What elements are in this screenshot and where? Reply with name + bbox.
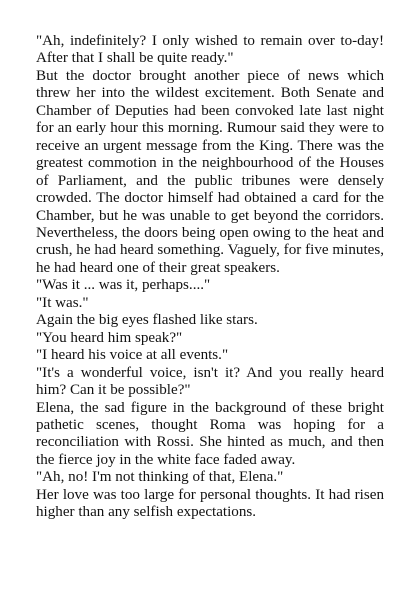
paragraph-heard-him-speak: "You heard him speak?" (36, 329, 183, 346)
paragraph-heard-voice: "I heard his voice at all events." (36, 347, 229, 364)
paragraph-remain-today: "Ah, indefinitely? I only wished to remain over to-day! After that I shall be quite ready." (36, 33, 384, 67)
paragraph-was-it-perhaps: "Was it ... was it, perhaps...." (36, 277, 211, 294)
paragraph-doctor-news: But the doctor brought another piece of news which threw her into the wildest excitement. Both Senate and Chamber of Deputies had been convoked late last night for an early hour this morning. Rumour said they were to receive an urgent message from the King. There was the greatest commotion in the neighbourhood of the Houses of Parliament, and the public tribunes were densely crowded. The doctor himself had obtained a card for the Chamber, but he was unable to get beyond the corridors. Nevertheless, the doors being open owing to the heat and crush, he had heard something. Vaguely, for five minutes, he had heard one of their great speakers. (36, 67, 384, 276)
paragraph-love-too-large: Her love was too large for personal thoughts. It had risen higher than any selfish expectations. (36, 486, 384, 521)
paragraph-not-thinking: "Ah, no! I'm not thinking of that, Elena." (36, 469, 284, 486)
paragraph-eyes-flashed: Again the big eyes flashed like stars. (36, 312, 258, 329)
page-text (36, 33, 384, 522)
paragraph-it-was: "It was." (36, 294, 89, 311)
paragraph-wonderful-voice: "It's a wonderful voice, isn't it? And you really heard him? Can it be possible?" (36, 364, 384, 399)
paragraph-elena-hinted: Elena, the sad figure in the background of these bright pathetic scenes, thought Roma was hoping for a reconciliation with Rossi. She hinted as much, and then the fierce joy in the white face faded away. (36, 399, 384, 468)
